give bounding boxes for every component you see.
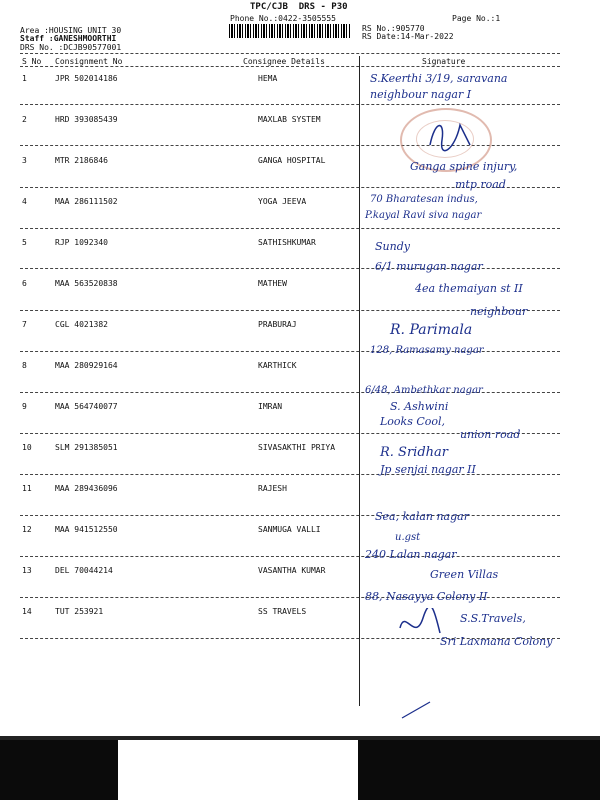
row-sno: 12 [22,525,32,534]
signature-text: Ganga spine injury, [410,160,518,173]
row-consignment: CGL 4021382 [55,320,108,329]
column-sno: S No [22,57,42,66]
area-label: Area :HOUSING UNIT 30 [20,26,122,35]
row-consignment: RJP 1092340 [55,238,108,247]
row-consignee: SS TRAVELS [258,607,307,616]
barcode [229,24,351,38]
signature-text: 128, Ramasamy nagar [370,345,484,356]
row-consignee: RAJESH [258,484,287,493]
signature-text: mtp road [455,178,506,191]
signature-text: S. Ashwini [390,400,449,413]
row-consignee: VASANTHA KUMAR [258,566,326,575]
row-consignee: HEMA [258,74,278,83]
row-consignee: PRABURAJ [258,320,297,329]
column-consignment: Consignment No [55,57,123,66]
signature-text: union road [460,428,521,441]
header-divider-top [20,53,560,54]
signature-text: 70 Bharatesan indus, [370,194,478,205]
row-consignee: KARTHICK [258,361,297,370]
row-consignee: MATHEW [258,279,287,288]
signature-text: R. Parimala [390,322,473,338]
row-consignment: SLM 291385051 [55,443,118,452]
row-consignment: TUT 253921 [55,607,104,616]
row-sno: 10 [22,443,32,452]
column-consignee: Consignee Details [243,57,325,66]
signature-text: P.kayal Ravi siva nagar [365,210,482,221]
signature-text: Sundy [375,240,410,253]
row-consignment: MAA 564740077 [55,402,118,411]
signature-text: 240 Lalan nagar [365,548,457,561]
row-consignment: MAA 941512550 [55,525,118,534]
row-sno: 9 [22,402,27,411]
row-consignment: MAA 280929164 [55,361,118,370]
row-consignee: YOGA JEEVA [258,197,307,206]
row-sno: 13 [22,566,32,575]
row-sno: 5 [22,238,27,247]
rs-number: RS No.:905770 [362,24,425,33]
row-sno: 3 [22,156,27,165]
row-consignment: MAA 289436096 [55,484,118,493]
row-sno: 14 [22,607,32,616]
signature-text: 4ea themaiyan st II [415,282,523,295]
staff-label: Staff :GANESHMOORTHI [20,34,117,43]
signature-text: 6/1 murugan nagar [375,260,483,273]
row-sno: 1 [22,74,27,83]
row-sno: 11 [22,484,32,493]
phone-number: Phone No.:0422-3505555 [230,14,336,23]
page-number: Page No.:1 [452,14,501,23]
row-consignee: MAXLAB SYSTEM [258,115,321,124]
row-consignee: IMRAN [258,402,283,411]
row-sno: 7 [22,320,27,329]
row-consignee: SATHISHKUMAR [258,238,316,247]
row-consignee: SANMUGA VALLI [258,525,321,534]
signature-text: neighbour [470,305,528,318]
row-sno: 2 [22,115,27,124]
signature-text: Green Villas [430,568,499,581]
document-title: TPC/CJB DRS - P30 [250,2,348,12]
row-consignment: DEL 70044214 [55,566,113,575]
drs-number: DRS No. :DCJB90577001 [20,43,122,52]
row-consignment: MTR 2186846 [55,156,108,165]
row-consignee: GANGA HOSPITAL [258,156,326,165]
signature-text: 6/48, Ambethkar nagar [365,385,483,396]
signature-text: Jp senjai nagar II [380,463,476,476]
signature-text: neighbour nagar I [370,88,472,101]
signature-text: Sri Laxmana Colony [440,635,553,648]
scan-paper-strip [118,740,358,800]
row-consignee: SIVASAKTHI PRIYA [258,443,336,452]
signature-area [360,60,600,700]
row-consignment: HRD 393085439 [55,115,118,124]
row-consignment: JPR 502014186 [55,74,118,83]
signature-text: 88, Nasayya Colony II [365,590,488,603]
column-signature: Signature [422,57,466,66]
signature-text: Sea, kalan nagar [375,510,469,523]
signature-text: u.gst [395,532,421,543]
signature-scribble [420,115,480,155]
row-sno: 8 [22,361,27,370]
signature-scribble [400,700,440,720]
signature-text: S.Keerthi 3/19, saravana [370,72,508,85]
signature-text: Looks Cool, [380,415,446,428]
rs-date: RS Date:14-Mar-2022 [362,32,454,41]
row-consignment: MAA 563520838 [55,279,118,288]
signature-text: S.S.Travels, [460,612,526,625]
row-sno: 4 [22,197,27,206]
row-sno: 6 [22,279,27,288]
signature-text: R. Sridhar [380,445,448,460]
row-consignment: MAA 286111502 [55,197,118,206]
signature-scribble [395,608,445,643]
